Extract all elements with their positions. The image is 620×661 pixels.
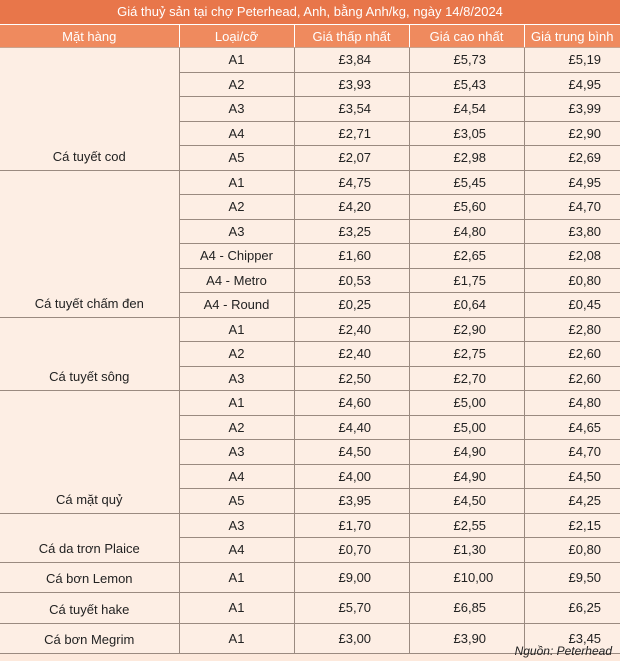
avg-price-cell: £3,80 (524, 219, 620, 244)
header-avg-price: Giá trung bình (524, 25, 620, 48)
max-price-cell: £4,54 (409, 97, 524, 122)
avg-price-cell: £0,80 (524, 268, 620, 293)
min-price-cell: £2,40 (294, 342, 409, 367)
table-row (0, 513, 620, 538)
max-price-cell: £4,80 (409, 219, 524, 244)
avg-price-cell: £2,15 (524, 513, 620, 538)
header-row (0, 25, 620, 48)
grade-cell: A1 (179, 48, 294, 73)
max-price-cell: £4,50 (409, 489, 524, 514)
grade-cell: A3 (179, 513, 294, 538)
avg-price-cell: £2,60 (524, 366, 620, 391)
source-note: Nguồn: Peterhead (514, 644, 612, 658)
min-price-cell: £2,40 (294, 317, 409, 342)
min-price-cell: £1,70 (294, 513, 409, 538)
avg-price-cell: £6,25 (524, 593, 620, 624)
avg-price-cell: £2,90 (524, 121, 620, 146)
header-min-price: Giá thấp nhất (294, 25, 409, 48)
min-price-cell: £3,95 (294, 489, 409, 514)
header-max-price: Giá cao nhất (409, 25, 524, 48)
grade-cell: A3 (179, 440, 294, 465)
avg-price-cell: £9,50 (524, 562, 620, 593)
grade-cell: A4 - Metro (179, 268, 294, 293)
max-price-cell: £3,90 (409, 623, 524, 654)
min-price-cell: £4,50 (294, 440, 409, 465)
grade-cell: A2 (179, 342, 294, 367)
avg-price-cell: £0,45 (524, 293, 620, 318)
grade-cell: A1 (179, 623, 294, 654)
product-name-cell: Cá tuyết chấm đen (0, 170, 179, 317)
min-price-cell: £3,84 (294, 48, 409, 73)
max-price-cell: £4,90 (409, 464, 524, 489)
avg-price-cell: £4,80 (524, 391, 620, 416)
product-name-cell: Cá tuyết hake (0, 593, 179, 624)
min-price-cell: £0,70 (294, 538, 409, 563)
product-name-cell: Cá bơn Lemon (0, 562, 179, 593)
table-row (0, 562, 620, 593)
min-price-cell: £0,25 (294, 293, 409, 318)
product-name-cell: Cá bơn Megrim (0, 623, 179, 654)
min-price-cell: £3,00 (294, 623, 409, 654)
min-price-cell: £9,00 (294, 562, 409, 593)
min-price-cell: £3,25 (294, 219, 409, 244)
max-price-cell: £6,85 (409, 593, 524, 624)
grade-cell: A1 (179, 562, 294, 593)
price-table (0, 25, 620, 654)
min-price-cell: £4,60 (294, 391, 409, 416)
max-price-cell: £2,55 (409, 513, 524, 538)
max-price-cell: £3,05 (409, 121, 524, 146)
grade-cell: A1 (179, 391, 294, 416)
table-row (0, 317, 620, 342)
max-price-cell: £4,90 (409, 440, 524, 465)
avg-price-cell: £2,69 (524, 146, 620, 171)
avg-price-cell: £4,70 (524, 195, 620, 220)
max-price-cell: £5,43 (409, 72, 524, 97)
grade-cell: A3 (179, 366, 294, 391)
max-price-cell: £5,00 (409, 415, 524, 440)
min-price-cell: £4,75 (294, 170, 409, 195)
grade-cell: A4 (179, 464, 294, 489)
max-price-cell: £1,75 (409, 268, 524, 293)
max-price-cell: £2,65 (409, 244, 524, 269)
grade-cell: A5 (179, 489, 294, 514)
max-price-cell: £1,30 (409, 538, 524, 563)
table-row (0, 593, 620, 624)
grade-cell: A3 (179, 219, 294, 244)
table-row (0, 391, 620, 416)
max-price-cell: £2,75 (409, 342, 524, 367)
header-grade: Loại/cỡ (179, 25, 294, 48)
min-price-cell: £2,71 (294, 121, 409, 146)
product-name-cell: Cá da trơn Plaice (0, 513, 179, 562)
grade-cell: A4 (179, 121, 294, 146)
max-price-cell: £5,00 (409, 391, 524, 416)
avg-price-cell: £2,60 (524, 342, 620, 367)
max-price-cell: £2,98 (409, 146, 524, 171)
product-name-cell: Cá tuyết sông (0, 317, 179, 391)
max-price-cell: £5,60 (409, 195, 524, 220)
max-price-cell: £5,45 (409, 170, 524, 195)
grade-cell: A4 - Chipper (179, 244, 294, 269)
header-item: Mặt hàng (0, 25, 179, 48)
product-name-cell: Cá mặt quỷ (0, 391, 179, 514)
min-price-cell: £4,00 (294, 464, 409, 489)
grade-cell: A2 (179, 415, 294, 440)
avg-price-cell: £2,08 (524, 244, 620, 269)
grade-cell: A2 (179, 72, 294, 97)
min-price-cell: £0,53 (294, 268, 409, 293)
avg-price-cell: £4,50 (524, 464, 620, 489)
grade-cell: A4 (179, 538, 294, 563)
min-price-cell: £3,54 (294, 97, 409, 122)
max-price-cell: £5,73 (409, 48, 524, 73)
grade-cell: A1 (179, 317, 294, 342)
product-name-cell: Cá tuyết cod (0, 48, 179, 171)
min-price-cell: £1,60 (294, 244, 409, 269)
table-row (0, 170, 620, 195)
grade-cell: A2 (179, 195, 294, 220)
grade-cell: A1 (179, 170, 294, 195)
grade-cell: A5 (179, 146, 294, 171)
table-row (0, 48, 620, 73)
min-price-cell: £5,70 (294, 593, 409, 624)
grade-cell: A4 - Round (179, 293, 294, 318)
max-price-cell: £2,70 (409, 366, 524, 391)
min-price-cell: £3,93 (294, 72, 409, 97)
avg-price-cell: £5,19 (524, 48, 620, 73)
max-price-cell: £0,64 (409, 293, 524, 318)
avg-price-cell: £4,65 (524, 415, 620, 440)
avg-price-cell: £4,95 (524, 72, 620, 97)
table-title: Giá thuỷ sản tại chợ Peterhead, Anh, bằng Anh/kg, ngày 14/8/2024 (0, 0, 620, 25)
avg-price-cell: £2,80 (524, 317, 620, 342)
avg-price-cell: £0,80 (524, 538, 620, 563)
avg-price-cell: £4,25 (524, 489, 620, 514)
avg-price-cell: £3,99 (524, 97, 620, 122)
max-price-cell: £2,90 (409, 317, 524, 342)
grade-cell: A3 (179, 97, 294, 122)
min-price-cell: £4,40 (294, 415, 409, 440)
avg-price-cell: £4,70 (524, 440, 620, 465)
avg-price-cell: £4,95 (524, 170, 620, 195)
min-price-cell: £2,07 (294, 146, 409, 171)
max-price-cell: £10,00 (409, 562, 524, 593)
min-price-cell: £4,20 (294, 195, 409, 220)
min-price-cell: £2,50 (294, 366, 409, 391)
grade-cell: A1 (179, 593, 294, 624)
avg-price-cell: £3,45 (524, 623, 620, 654)
